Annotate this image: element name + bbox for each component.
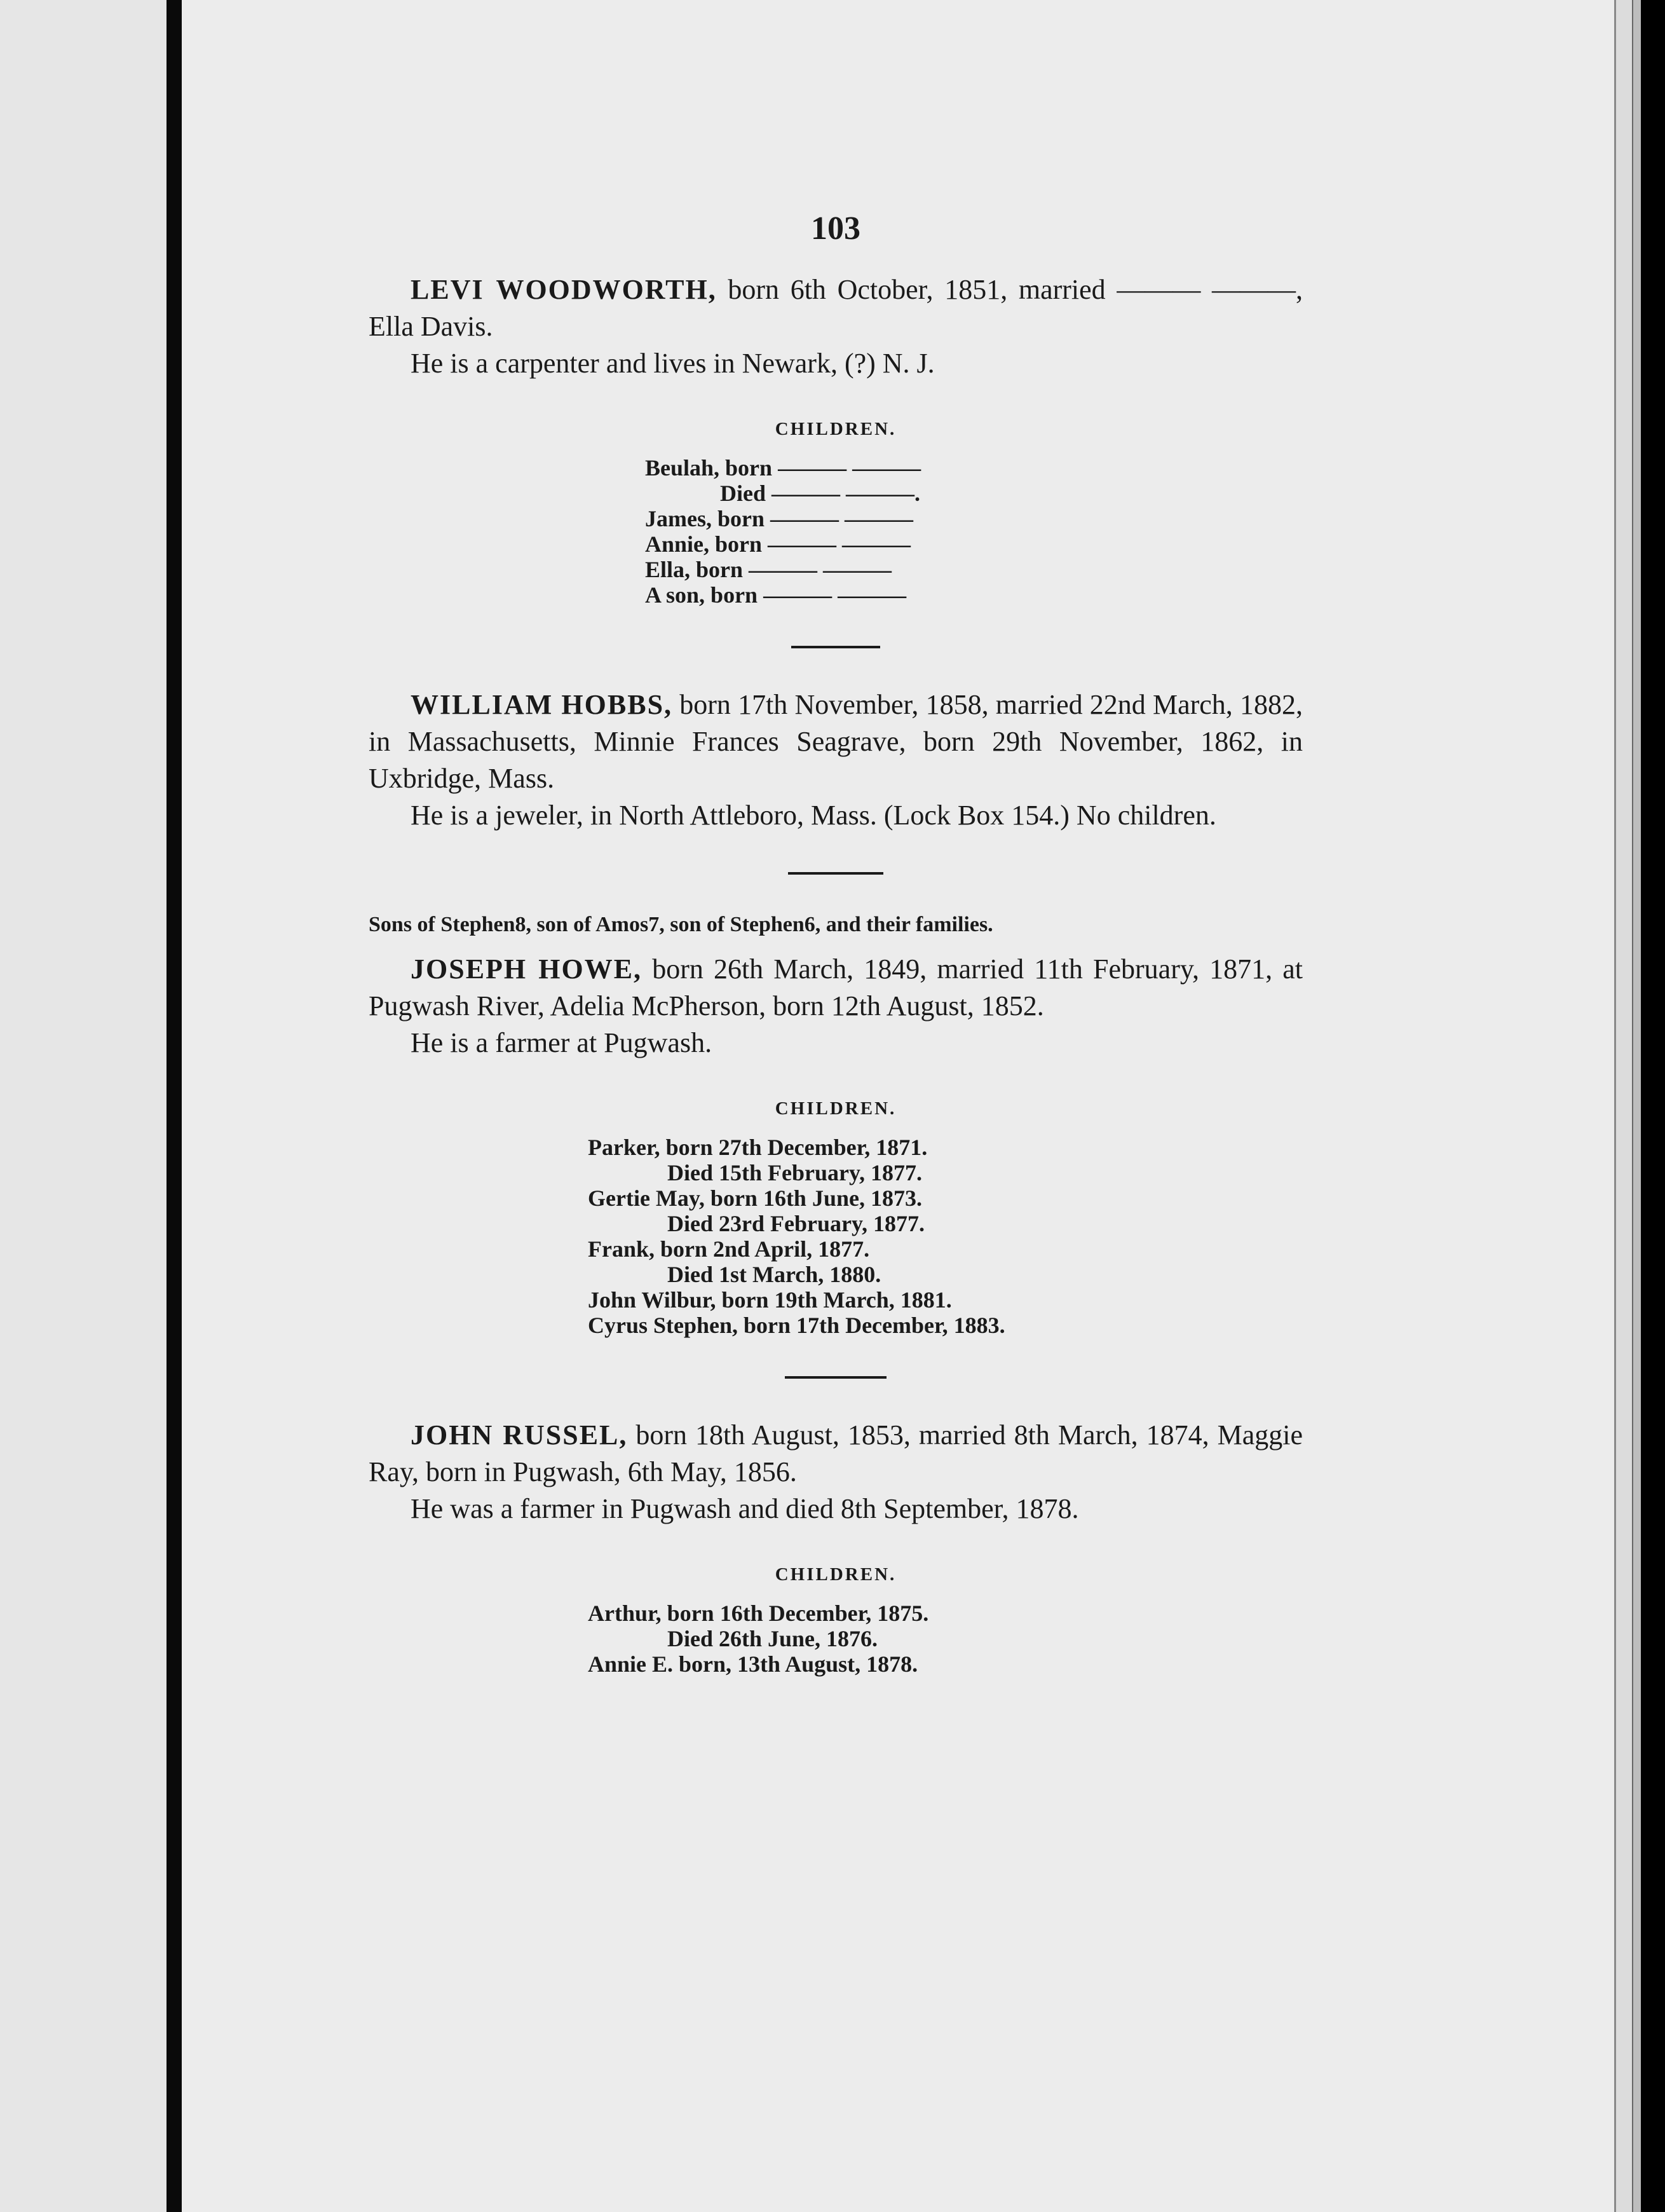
entry-paragraph [369,1417,1303,1491]
page-stack-edge-outer [1632,0,1641,2212]
child-label: Ella, born [645,557,744,582]
child-label: Beulah, born [645,455,773,481]
child-entry: Gertie May, born 16th June, 1873. [588,1185,922,1211]
section-divider [788,872,883,875]
child-blank: ——— ——— [770,506,913,531]
child-blank: ——— ———. [771,481,920,506]
entry-joseph-howe [369,951,1303,1338]
entry-occupation: He was a farmer in Pugwash and died 8th September, 1878. [411,1493,1079,1524]
entry-levi-woodworth [369,271,1303,608]
entry-text: born 17th November, 1858, married 22nd March, 1882, in Massachusetts, Minnie Frances Seagrave, born 29th November, 1862, in Uxbridge, Mass. [369,689,1303,794]
child-entry: Died 1st March, 1880. [667,1262,881,1287]
child-entry: Parker, born 27th December, 1871. [588,1135,928,1160]
child-entry: Died 15th February, 1877. [667,1160,922,1185]
children-list [588,1601,1084,1677]
person-name: JOSEPH HOWE, [411,953,642,985]
entry-paragraph [369,951,1303,1025]
entry-paragraph [369,686,1303,797]
children-list [588,1135,1084,1338]
child-entry [645,455,1026,481]
entry-text: born 18th August, 1853, married 8th March, 1874, Maggie Ray, born in Pugwash, 6th May, 1856. [369,1419,1303,1487]
left-page-edge [0,0,166,2212]
page-content [369,210,1303,1677]
section-divider [791,646,880,648]
person-name: LEVI WOODWORTH, [411,274,717,305]
children-heading: CHILDREN. [775,1564,897,1585]
child-blank: ——— ——— [763,582,907,608]
entry-occupation: He is a jeweler, in North Attleboro, Mass. (Lock Box 154.) No children. [411,800,1216,831]
children-list [645,455,1026,608]
lineage-line: Sons of Stephen8, son of Amos7, son of Stephen6, and their families. [369,913,993,936]
entry-occupation: He is a farmer at Pugwash. [411,1027,712,1058]
person-name: WILLIAM HOBBS, [411,689,673,720]
child-blank: ——— ——— [749,557,892,582]
child-entry [645,582,1026,608]
child-entry: Annie E. born, 13th August, 1878. [588,1651,918,1677]
entry-occupation: He is a carpenter and lives in Newark, (?) N. J. [411,348,935,379]
entry-text: born 26th March, 1849, married 11th February, 1871, at Pugwash River, Adelia McPherson, born 12th August, 1852. [369,953,1303,1021]
entry-paragraph [369,271,1303,345]
person-name: JOHN RUSSEL, [411,1419,628,1451]
child-entry [645,481,1026,506]
page-stack-edge [1614,0,1634,2212]
child-label: James, born [645,506,765,531]
child-entry: John Wilbur, born 19th March, 1881. [588,1287,952,1313]
child-entry [645,531,1026,557]
entry-john-russel [369,1417,1303,1677]
child-label: Annie, born [645,531,763,557]
child-entry [645,557,1026,582]
child-label: Died [720,481,766,506]
child-blank: ——— ——— [778,455,921,481]
section-divider [785,1376,887,1379]
entry-william-hobbs [369,686,1303,834]
child-blank: ——— ——— [768,531,911,557]
child-entry [645,506,1026,531]
child-entry: Cyrus Stephen, born 17th December, 1883. [588,1313,1005,1338]
child-entry: Frank, born 2nd April, 1877. [588,1236,870,1262]
page-number: 103 [811,210,860,247]
child-entry: Died 26th June, 1876. [667,1626,878,1651]
child-entry: Died 23rd February, 1877. [667,1211,925,1236]
child-entry: Arthur, born 16th December, 1875. [588,1601,929,1626]
entry-text: born 6th October, 1851, married ——— ———, Ella Davis. [369,274,1303,342]
book-gutter [166,0,182,2212]
children-heading: CHILDREN. [775,1098,897,1119]
children-heading: CHILDREN. [775,419,897,439]
child-label: A son, born [645,582,758,608]
